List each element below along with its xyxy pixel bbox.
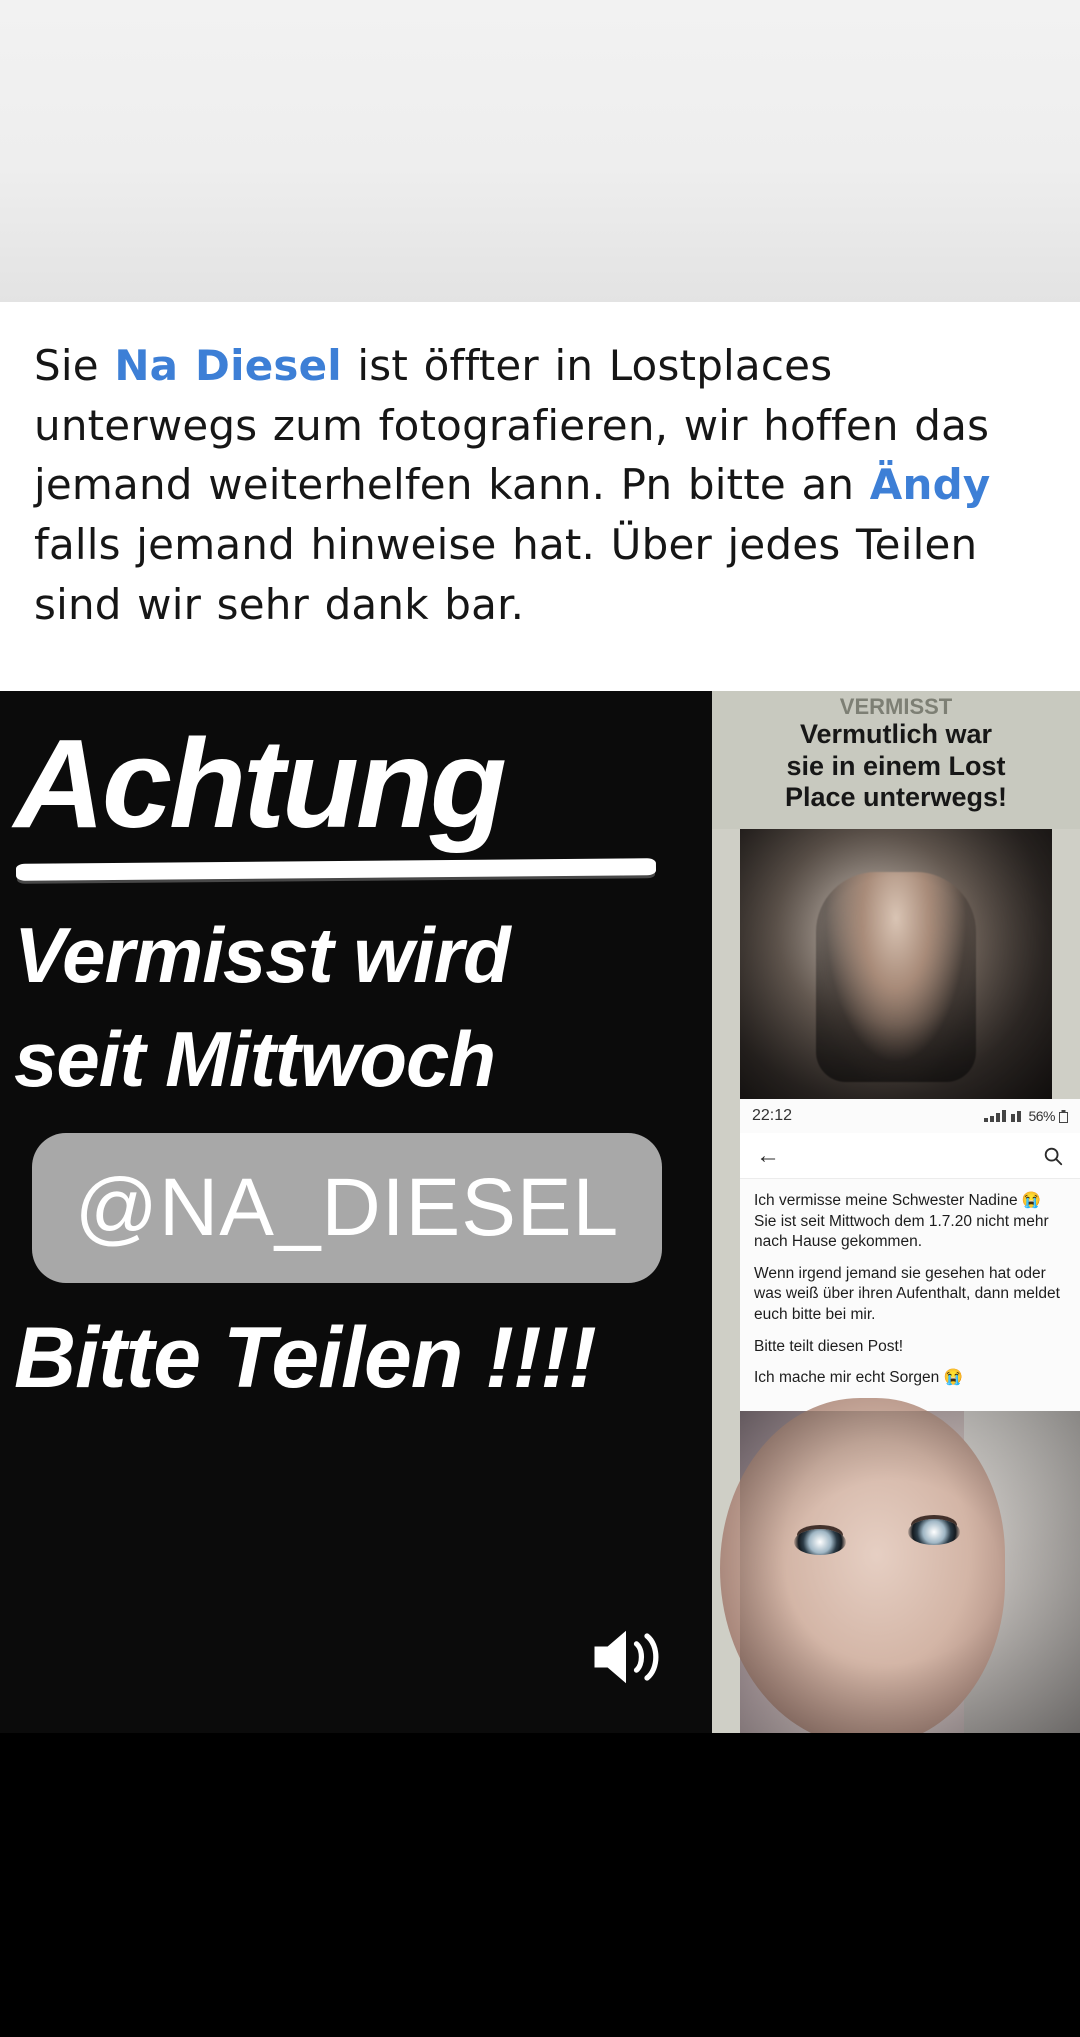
right-media-column[interactable] (712, 691, 1080, 1733)
phone-app-bar (740, 1133, 1080, 1179)
selfie-vignette (740, 1411, 1080, 1733)
right-panel-ghost-line: VERMISST (839, 694, 953, 719)
poster-line-1: Vermisst wird (14, 911, 510, 999)
poster-share-call: Bitte Teilen !!!! (14, 1310, 596, 1407)
post-caption-text (34, 336, 1046, 634)
status-time: 22:12 (752, 1107, 793, 1124)
phone-paragraph-2: Wenn irgend jemand sie gesehen hat oder was weiß über ihren Aufenthalt, dann meldet euch bitte bei mir. (754, 1264, 1060, 1324)
phone-paragraph-4: Ich mache mir echt Sorgen 😭 (754, 1369, 963, 1387)
post-caption-card (0, 302, 1080, 691)
portrait-photo (740, 829, 1052, 1099)
mention-aendy[interactable]: Ändy (869, 460, 991, 510)
battery-icon (1059, 1110, 1068, 1123)
headline-line-2: sie in einem Lost (786, 750, 1006, 781)
signal-bars-icon (984, 1110, 1024, 1122)
caption-segment-3: falls jemand hinweise hat. Über jedes Teilen sind wir sehr dank bar. (34, 519, 978, 629)
speaker-on-icon[interactable] (584, 1615, 668, 1699)
headline-line-1: Vermutlich war (799, 719, 993, 749)
missing-person-poster[interactable] (0, 691, 712, 1733)
right-panel-header (712, 691, 1080, 829)
poster-content (0, 713, 712, 1408)
portrait-vignette (740, 829, 1052, 1099)
mention-na-diesel[interactable]: Na Diesel (114, 341, 342, 390)
selfie-photo (740, 1411, 1080, 1733)
poster-line-2: seit Mittwoch (14, 1014, 496, 1103)
poster-handle-text: @NA_DIESEL (74, 1162, 620, 1254)
bottom-empty-area (0, 1733, 1080, 2037)
poster-underline-decoration (16, 858, 656, 881)
top-empty-area (0, 0, 1080, 302)
back-arrow-icon[interactable]: ← (756, 1141, 780, 1169)
search-icon[interactable] (1042, 1145, 1064, 1167)
status-indicators (984, 1108, 1068, 1124)
phone-post-text (740, 1179, 1080, 1389)
phone-screenshot (740, 1099, 1080, 1411)
caption-segment-1: Sie (34, 341, 115, 390)
right-panel-headline (724, 719, 1068, 814)
headline-line-3: Place unterwegs! (784, 782, 1008, 813)
caption-segment-2: ist öffter in Lostplaces unterwegs zum fotografieren, wir hoffen das jemand weiterhelfen kann. Pn bitte an (34, 341, 990, 510)
phone-paragraph-3: Bitte teilt diesen Post! (754, 1337, 904, 1355)
battery-percent: 56% (1028, 1108, 1055, 1124)
poster-handle-pill[interactable] (32, 1133, 662, 1283)
post-media-row (0, 691, 1080, 1733)
poster-title: Achtung (14, 713, 504, 854)
phone-status-bar (740, 1099, 1080, 1133)
phone-paragraph-1: Ich vermisse meine Schwester Nadine 😭 Sie ist seit Mittwoch dem 1.7.20 nicht mehr nach Hause gekommen. (754, 1192, 1049, 1251)
